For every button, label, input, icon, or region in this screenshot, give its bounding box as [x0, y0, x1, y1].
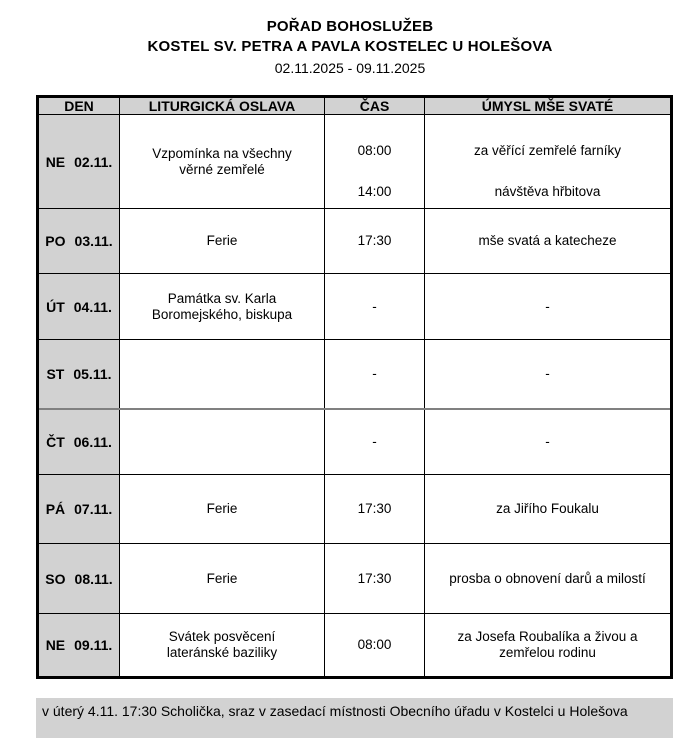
title-block: [0, 17, 700, 78]
table-row: [38, 614, 672, 678]
intention-cell: -: [425, 274, 672, 340]
day-date: 07.11.: [74, 501, 113, 517]
schedule-table: [36, 95, 673, 679]
day-abbrev: PÁ: [45, 501, 66, 517]
intention-cell: prosba o obnovení darů a milostí: [425, 544, 672, 614]
intention-entry: návštěva hřbitova: [494, 184, 601, 199]
celebration-cell: Ferie: [120, 544, 325, 614]
intention-cell: za Jiřího Foukalu: [425, 475, 672, 544]
day-cell: [38, 115, 120, 209]
table-row: [38, 475, 672, 544]
day-date: 04.11.: [73, 298, 112, 315]
church-name: KOSTEL SV. PETRA A PAVLA KOSTELEC U HOLEŠOVA: [147, 38, 553, 55]
day-abbrev: PO: [45, 233, 66, 249]
intention-cell: mše svatá a katecheze: [425, 209, 672, 274]
day-date: 09.11.: [74, 637, 113, 653]
day-abbrev: NE: [45, 637, 66, 653]
day-cell: [38, 614, 120, 678]
day-abbrev: SO: [45, 570, 66, 587]
day-date: 05.11.: [73, 365, 112, 382]
day-cell: [38, 340, 120, 409]
intention-cell: -: [425, 340, 672, 409]
column-header-umysl-mse-svate: ÚMYSL MŠE SVATÉ: [425, 97, 672, 115]
time-cell: 17:30: [325, 209, 425, 274]
time-cell: -: [325, 340, 425, 409]
day-cell: [38, 475, 120, 544]
day-abbrev: ST: [46, 365, 65, 382]
table-row: [38, 115, 672, 209]
celebration-cell: [120, 340, 325, 409]
day-date: 08.11.: [74, 570, 113, 587]
time-cell: -: [325, 274, 425, 340]
day-date: 03.11.: [74, 233, 113, 249]
table-row: [38, 274, 672, 340]
table-row: [38, 409, 672, 475]
time-entry: 08:00: [357, 143, 392, 158]
intention-cell: [425, 115, 672, 209]
column-header-liturgicka-oslava: LITURGICKÁ OSLAVA: [120, 97, 325, 115]
celebration-cell: Ferie: [120, 209, 325, 274]
day-cell: [38, 409, 120, 475]
day-date: 06.11.: [73, 433, 112, 450]
time-cell: 08:00: [325, 614, 425, 678]
day-abbrev: ÚT: [46, 298, 65, 315]
time-cell: [325, 115, 425, 209]
celebration-cell: Ferie: [120, 475, 325, 544]
day-cell: [38, 274, 120, 340]
intention-cell: za Josefa Roubalíka a živou a zemřelou rodinu: [425, 614, 672, 678]
column-header-den: DEN: [38, 97, 120, 115]
time-cell: 17:30: [325, 475, 425, 544]
announcement-note: v úterý 4.11. 17:30 Scholička, sraz v zasedací místnosti Obecního úřadu v Kostelci u Holešova: [36, 698, 673, 738]
document-title: POŘAD BOHOSLUŽEB: [266, 18, 434, 35]
celebration-cell: Svátek posvěcení lateránské baziliky: [120, 614, 325, 678]
header-row: [38, 97, 672, 115]
celebration-cell: Památka sv. Karla Boromejského, biskupa: [120, 274, 325, 340]
day-cell: [38, 544, 120, 614]
table-row: [38, 544, 672, 614]
table-row: [38, 209, 672, 274]
celebration-cell: Vzpomínka na všechny věrné zemřelé: [120, 115, 325, 209]
time-cell: -: [325, 409, 425, 475]
day-date: 02.11.: [74, 153, 113, 170]
column-header-cas: ČAS: [325, 97, 425, 115]
table-row: [38, 340, 672, 409]
intention-cell: -: [425, 409, 672, 475]
intention-entry: za věřící zemřelé farníky: [473, 143, 622, 158]
day-abbrev: NE: [45, 153, 66, 170]
date-range: 02.11.2025 - 09.11.2025: [274, 60, 426, 76]
time-entry: 14:00: [357, 184, 392, 199]
celebration-cell: [120, 409, 325, 475]
time-cell: 17:30: [325, 544, 425, 614]
day-abbrev: ČT: [46, 433, 65, 450]
day-cell: [38, 209, 120, 274]
